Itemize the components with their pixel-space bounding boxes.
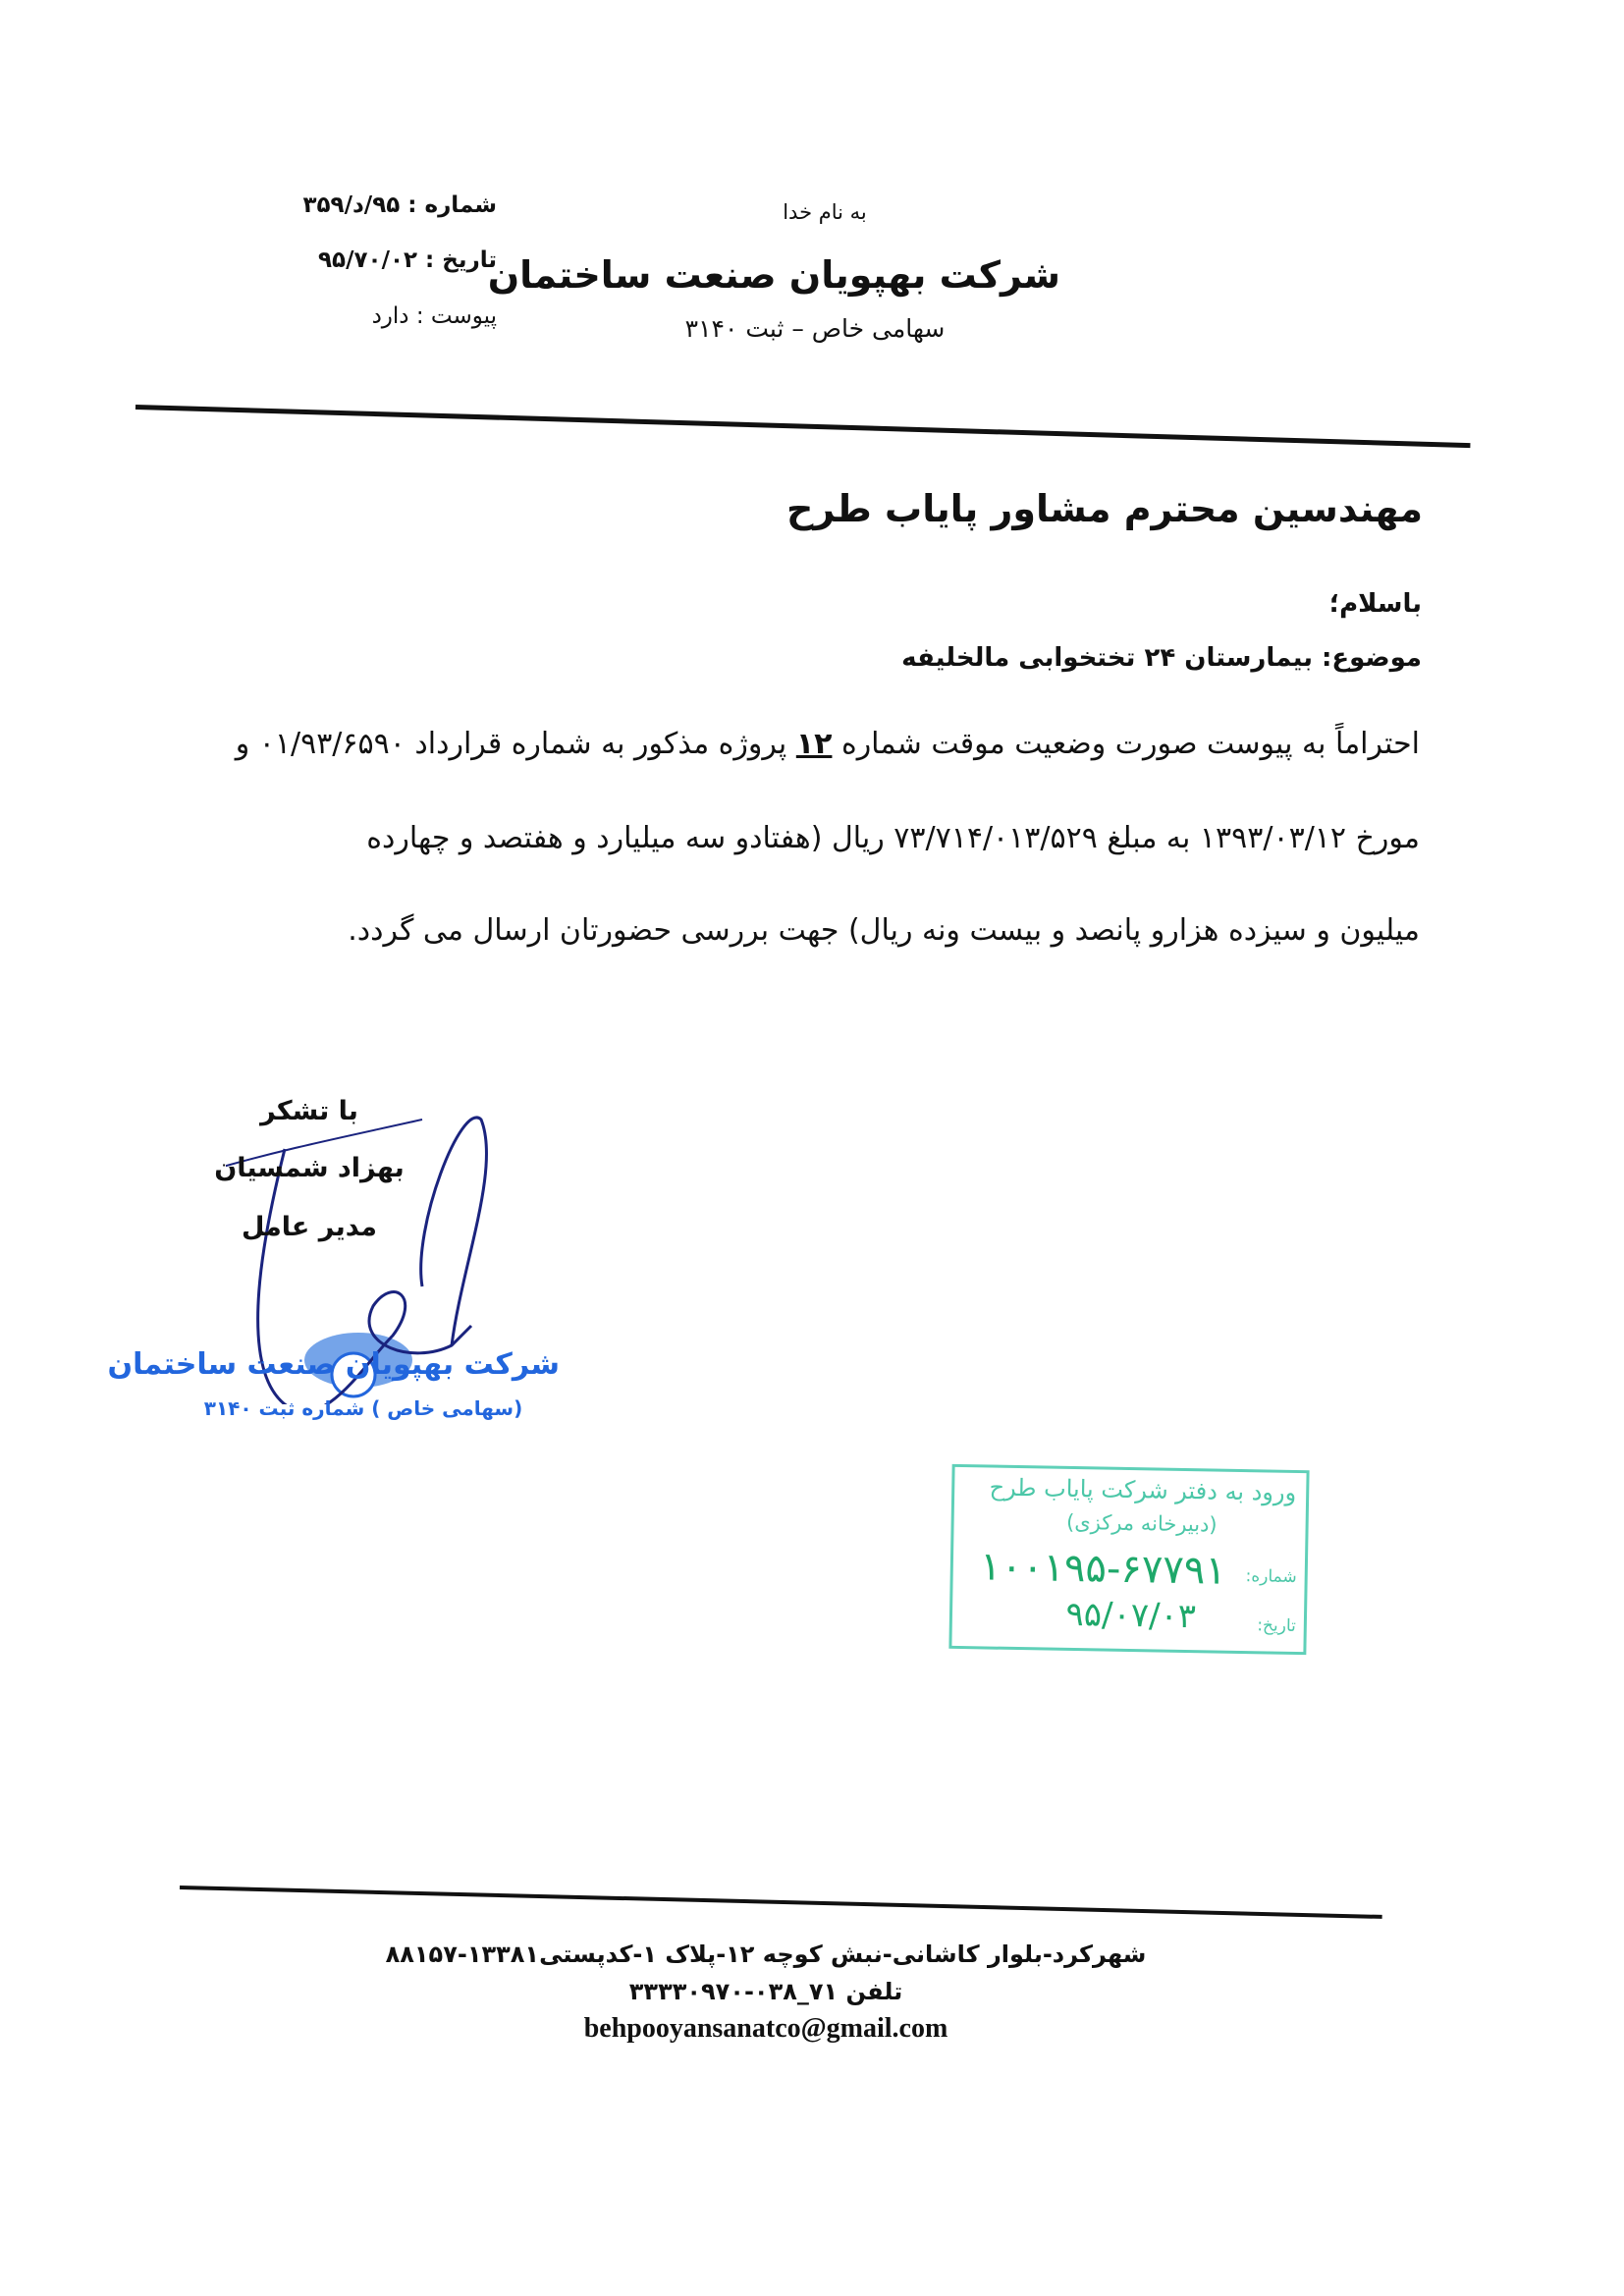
receipt-number-value: ۱۰۰۱۹۵-۶۷۷۹۱ <box>979 1544 1227 1594</box>
subject: موضوع: بیمارستان ۲۴ تختخوابی مالخلیفه <box>901 643 1422 673</box>
receipt-date-value: ۹۵/۰۷/۰۳ <box>1065 1594 1197 1637</box>
bismillah: به نام خدا <box>783 200 867 224</box>
statement-number: ۱۲ <box>795 727 833 761</box>
footer-divider <box>180 1886 1382 1919</box>
receipt-stamp-subtitle: (دبیرخانه مرکزی) <box>1065 1509 1218 1537</box>
footer-address: شهرکرد-بلوار کاشانی-نبش کوچه ۱۲-پلاک ۱-کدپستی۱۳۳۸۱-۸۸۱۵۷ <box>385 1941 1147 1968</box>
closing: با تشکر <box>260 1096 358 1126</box>
receipt-stamp <box>948 1464 1309 1655</box>
footer-email: behpooyansanatco@gmail.com <box>583 2013 948 2044</box>
body-text: پروژه مذکور به شماره قرارداد ۰۱/۹۳/۶۵۹۰ و <box>235 727 796 761</box>
receipt-number-label: شماره: <box>1245 1566 1297 1587</box>
company-registration: سهامی خاص – ثبت ۳۱۴۰ <box>684 314 946 343</box>
addressee: مهندسین محترم مشاور پایاب طرح <box>785 487 1423 530</box>
receipt-date-label: تاریخ: <box>1257 1615 1297 1636</box>
letter-date: تاریخ : ۹۵/۷۰/۰۲ <box>318 247 497 273</box>
footer-phone: تلفن ۷۱_۰۳۸-۳۳۳۳۰۹۷۰ <box>628 1978 903 2005</box>
company-stamp-name: شرکت بهپویان صنعت ساختمان <box>107 1347 560 1382</box>
letter-number: شماره : ۹۵/د/۳۵۹ <box>302 192 497 218</box>
signer-name: بهزاد شمسیان <box>214 1153 405 1183</box>
body-line-3: میلیون و سیزده هزارو پانصد و بیست ونه ریال) جهت بررسی حضورتان ارسال می گردد. <box>348 913 1420 948</box>
greeting: باسلام؛ <box>1328 589 1422 619</box>
letter-attachment: پیوست : دارد <box>371 303 497 329</box>
receipt-stamp-title: ورود به دفتر شرکت پایاب طرح <box>989 1473 1297 1506</box>
company-name: شرکت بهپویان صنعت ساختمان <box>487 253 1060 297</box>
body-line-2: مورخ ۱۳۹۳/۰۳/۱۲ به مبلغ ۷۳/۷۱۴/۰۱۳/۵۲۹ ریال (هفتادو سه میلیارد و هفتصد و چهارده <box>366 821 1420 855</box>
signer-title: مدیر عامل <box>241 1212 378 1242</box>
body-text: احتراماً به پیوست صورت وضعیت موقت شماره <box>832 727 1420 761</box>
body-line-1 <box>236 727 1420 761</box>
header-divider <box>135 405 1471 448</box>
company-stamp-reg: (سهامی خاص ) شماره ثبت ۳۱۴۰ <box>203 1396 523 1420</box>
